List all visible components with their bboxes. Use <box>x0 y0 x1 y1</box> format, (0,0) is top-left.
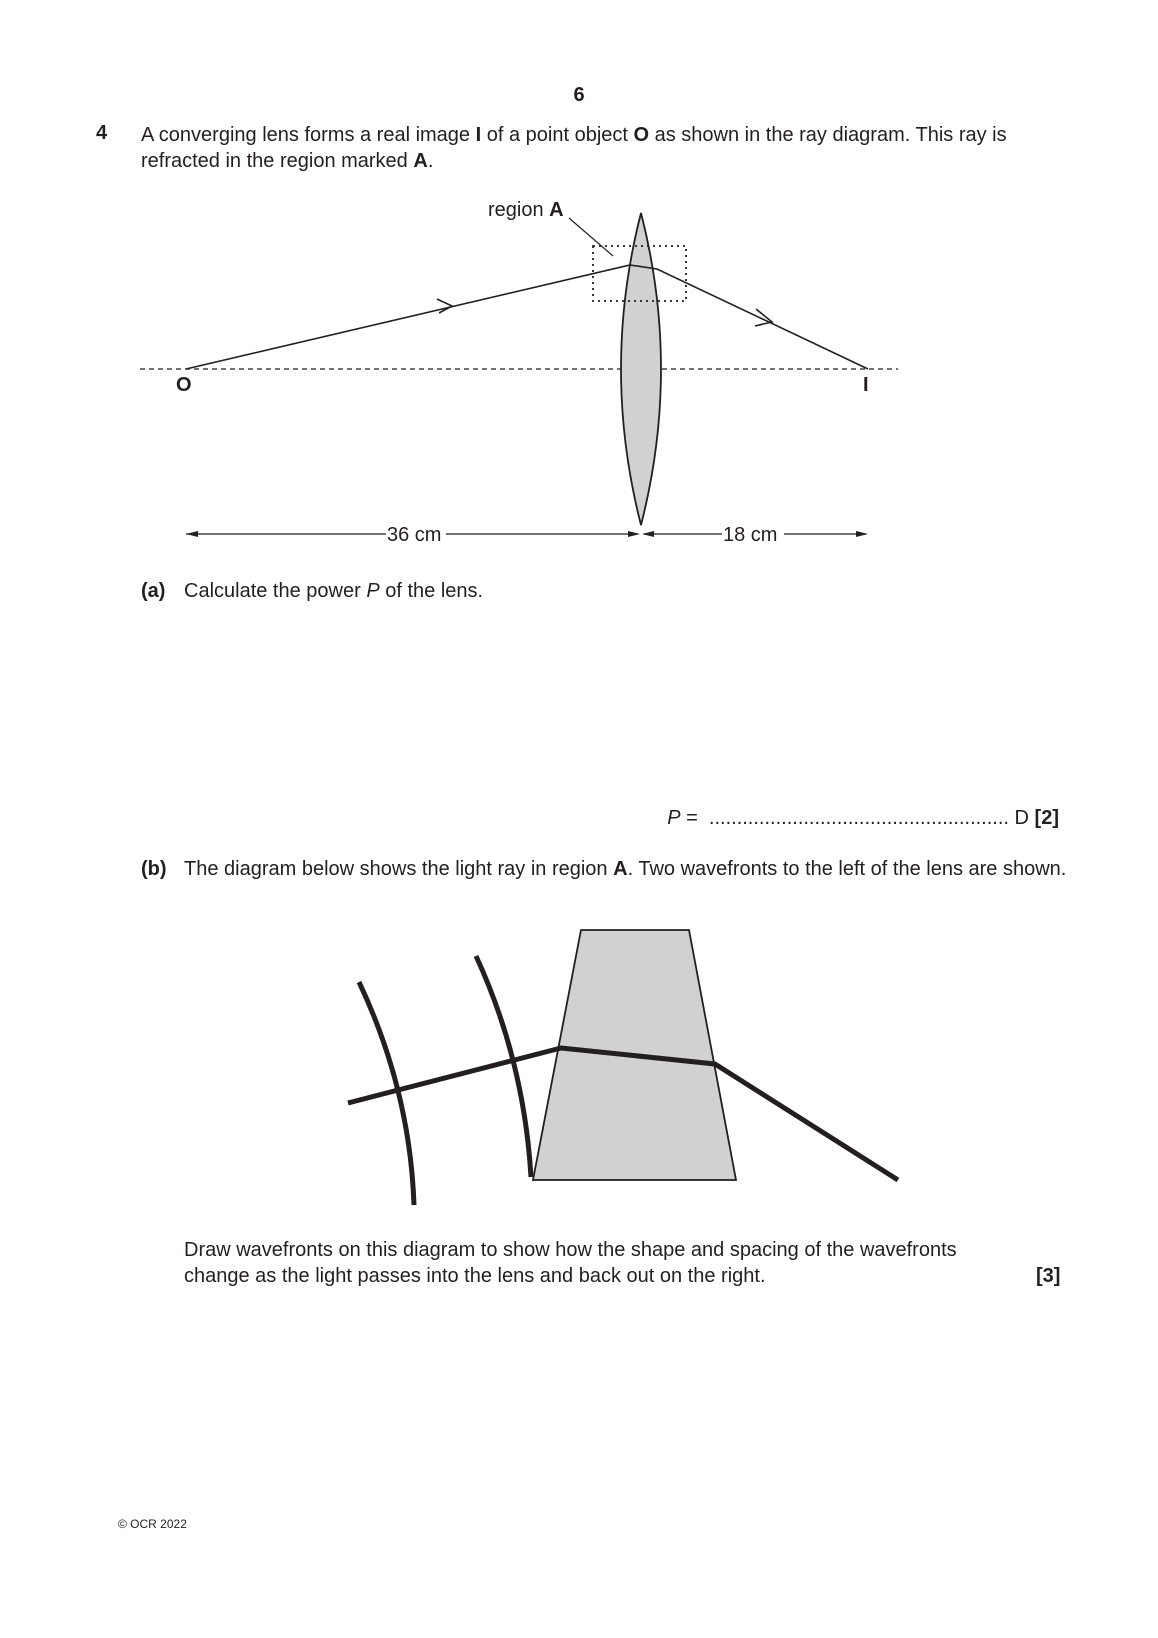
page-number: 6 <box>573 84 585 106</box>
object-label-bold: O <box>633 124 650 146</box>
region-label-bold: A <box>413 150 428 172</box>
wavefront-diagram[interactable] <box>0 900 1158 1220</box>
marks-a: [2] <box>1034 807 1059 829</box>
region-a-label: region A <box>488 199 564 221</box>
image-label-bold: I <box>475 124 482 146</box>
object-o-label: O <box>176 374 192 396</box>
part-a-answer-line[interactable]: P = ...................................................... D [2] <box>667 807 1059 829</box>
lens-ray-diagram <box>0 0 1158 560</box>
answer-dots: ...................................................... <box>708 807 1009 829</box>
part-b-label: (b) <box>141 858 167 880</box>
question-number: 4 <box>96 122 108 144</box>
dist-36-arrow-right <box>628 531 640 537</box>
question-stem: A converging lens forms a real image I of a point object O as shown in the ray diagram. This ray is refracted in the region marked A. <box>141 124 1007 172</box>
image-i-label: I <box>863 374 869 396</box>
marks-b: [3] <box>1036 1265 1061 1287</box>
ray-arrow-left <box>437 299 452 313</box>
dist-36-arrow-left <box>186 531 198 537</box>
part-a-label: (a) <box>141 580 166 602</box>
dist-18-label: 18 cm <box>723 524 778 546</box>
dist-18-arrow-left <box>642 531 654 537</box>
region-a-leader <box>569 218 613 256</box>
unit-d: D <box>1014 807 1029 829</box>
part-a-question: Calculate the power P of the lens. <box>184 580 484 602</box>
converging-lens <box>621 213 661 525</box>
part-b-question: The diagram below shows the light ray in region A. Two wavefronts to the left of the lens are shown. <box>184 858 1067 880</box>
footer-copyright: © OCR 2022 <box>118 1517 187 1531</box>
part-b-instruction: Draw wavefronts on this diagram to show how the shape and spacing of the wavefronts change as the light passes into the lens and back out on the right. <box>184 1239 957 1287</box>
dist-18-arrow-right <box>856 531 868 537</box>
dist-36-label: 36 cm <box>387 524 442 546</box>
